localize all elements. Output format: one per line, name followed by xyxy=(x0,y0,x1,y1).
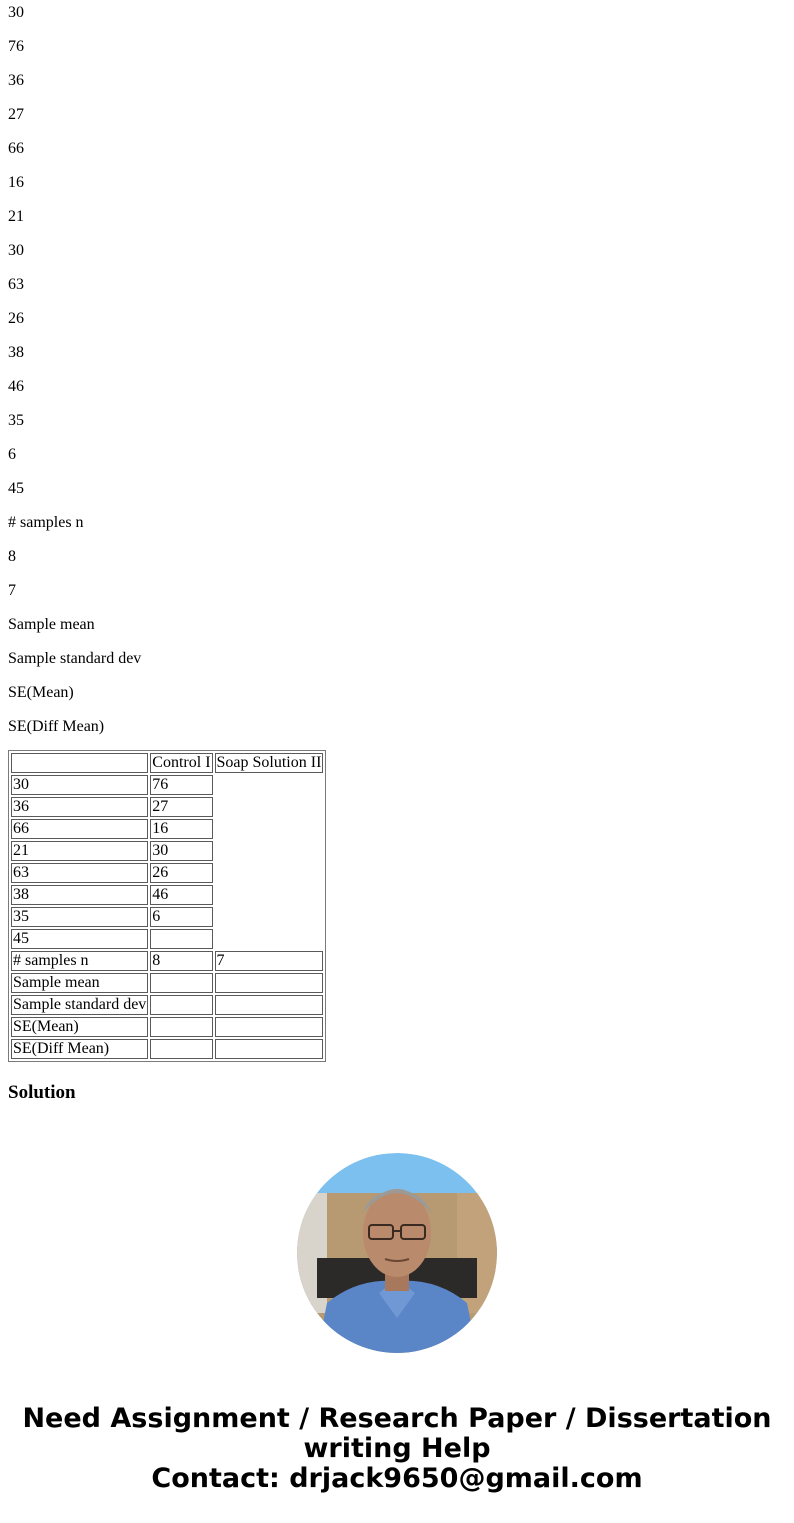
text-line: 38 xyxy=(8,344,24,361)
table-row xyxy=(11,1039,323,1059)
table-cell: 35 xyxy=(11,907,148,927)
text-line: 8 xyxy=(8,548,16,565)
text-line: 76 xyxy=(8,38,24,55)
table-header-cell xyxy=(11,753,148,773)
text-line: 7 xyxy=(8,582,16,599)
data-table xyxy=(8,750,326,1062)
table-row xyxy=(11,907,323,927)
table-row xyxy=(11,973,323,993)
text-line: 21 xyxy=(8,208,24,225)
promo-banner xyxy=(0,1404,794,1494)
text-line: 46 xyxy=(8,378,24,395)
promo-line: Need Assignment / Research Paper / Dissertation xyxy=(22,1403,772,1434)
table-row xyxy=(11,995,323,1015)
table-header-cell: Soap Solution II xyxy=(216,754,322,771)
table-cell xyxy=(215,973,324,993)
table-cell: 66 xyxy=(11,819,148,839)
text-line: 27 xyxy=(8,106,24,123)
table-row xyxy=(11,929,323,949)
table-cell: 26 xyxy=(150,863,212,883)
table-cell: 30 xyxy=(150,841,212,861)
table-row xyxy=(11,1017,323,1037)
avatar xyxy=(297,1153,497,1353)
table-row xyxy=(11,885,323,905)
table-empty-cell xyxy=(215,819,324,839)
text-line: Sample standard dev xyxy=(8,650,142,667)
table-row xyxy=(11,841,323,861)
table-cell xyxy=(150,973,212,993)
text-line: 30 xyxy=(8,4,24,21)
promo-line: writing Help xyxy=(303,1433,491,1464)
table-cell: 30 xyxy=(11,775,148,795)
table-cell xyxy=(150,929,212,949)
table-cell: 6 xyxy=(150,907,212,927)
table-cell: 45 xyxy=(11,929,148,949)
table-cell: 27 xyxy=(150,797,212,817)
text-line: 36 xyxy=(8,72,24,89)
table-cell: 8 xyxy=(150,951,212,971)
table-empty-cell xyxy=(215,841,324,861)
table-cell: SE(Diff Mean) xyxy=(11,1039,148,1059)
table-cell xyxy=(150,995,212,1015)
text-line: SE(Diff Mean) xyxy=(8,718,105,735)
text-line: 45 xyxy=(8,480,24,497)
text-line: 63 xyxy=(8,276,24,293)
text-line: 66 xyxy=(8,140,24,157)
table-empty-cell xyxy=(215,907,324,927)
promo-contact-line: Contact: drjack9650@gmail.com xyxy=(151,1463,643,1494)
table-cell: # samples n xyxy=(11,951,148,971)
table-empty-cell xyxy=(215,797,324,817)
table-cell: Sample mean xyxy=(11,973,148,993)
table-empty-cell xyxy=(215,929,324,949)
table-cell: SE(Mean) xyxy=(11,1017,148,1037)
table-cell xyxy=(150,1039,212,1059)
table-cell: 63 xyxy=(11,863,148,883)
table-header-row xyxy=(11,753,323,773)
table-cell: 76 xyxy=(150,775,212,795)
text-line: Sample mean xyxy=(8,616,95,633)
table-row xyxy=(11,863,323,883)
table-row xyxy=(11,775,323,795)
table-row xyxy=(11,797,323,817)
table-row xyxy=(11,819,323,839)
table-cell: 36 xyxy=(11,797,148,817)
solution-heading: Solution xyxy=(8,1082,76,1103)
text-line: SE(Mean) xyxy=(8,684,74,701)
avatar-portrait-image xyxy=(297,1153,497,1353)
table-cell xyxy=(215,995,324,1015)
text-line: 30 xyxy=(8,242,24,259)
table-cell: Sample standard dev xyxy=(13,996,147,1013)
text-line: # samples n xyxy=(8,514,84,531)
table-cell xyxy=(150,1017,212,1037)
table-row xyxy=(11,951,323,971)
table-empty-cell xyxy=(215,775,324,795)
table-cell xyxy=(215,1039,324,1059)
text-line: 16 xyxy=(8,174,24,191)
text-line: 26 xyxy=(8,310,24,327)
table-cell: 21 xyxy=(11,841,148,861)
table-empty-cell xyxy=(215,885,324,905)
table-empty-cell xyxy=(215,863,324,883)
table-cell: 7 xyxy=(215,951,324,971)
document-body xyxy=(8,0,786,1062)
table-header-cell: Control I xyxy=(152,754,211,771)
table-cell: 38 xyxy=(11,885,148,905)
text-line: 6 xyxy=(8,446,16,463)
text-line: 35 xyxy=(8,412,24,429)
table-cell xyxy=(215,1017,324,1037)
table-cell: 16 xyxy=(150,819,212,839)
table-cell: 46 xyxy=(150,885,212,905)
